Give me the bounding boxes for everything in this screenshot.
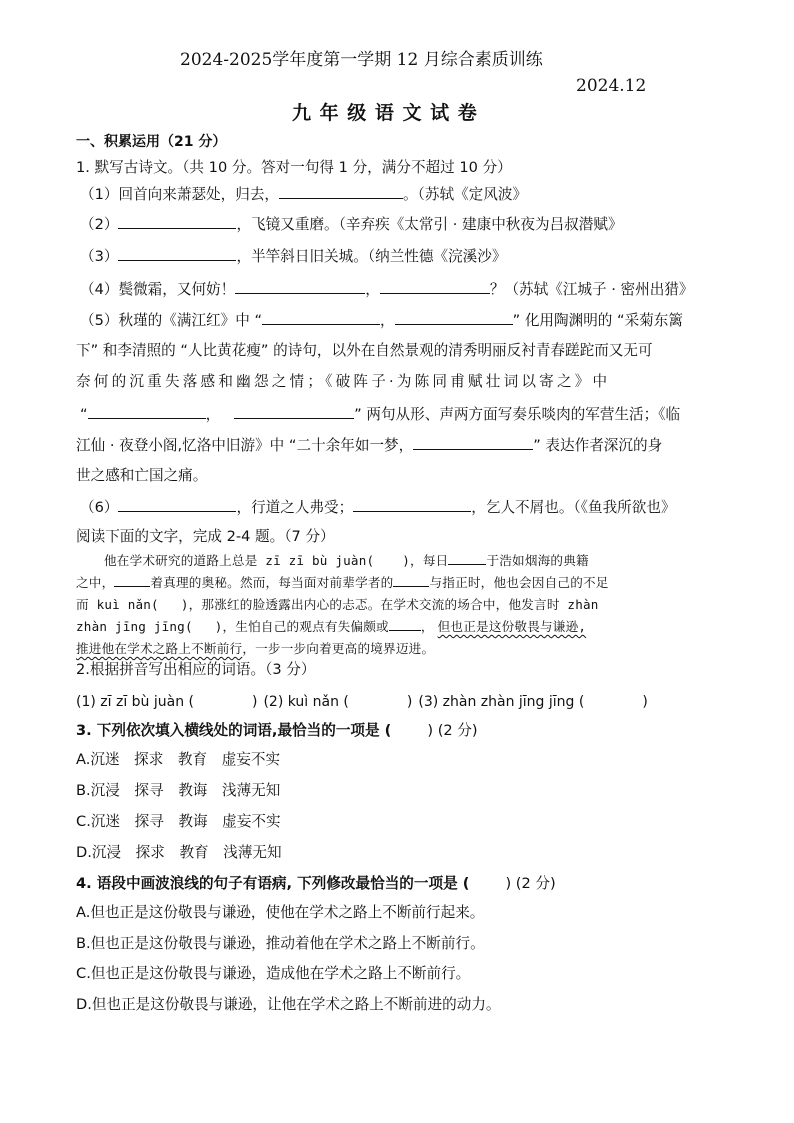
q2-option-2: (2) kuì nǎn ( [263,694,349,710]
answer-blank[interactable] [395,310,513,325]
reading-intro: 阅读下面的文字，完成 2-4 题。（7 分） [76,528,335,545]
q1-line-6: 下” 和李清照的 “人比黄花瘦” 的诗句，以外在自然景观的清秀明丽反衬青春蹉跎而又无可 [76,342,653,359]
wavy-underlined-sentence: 但也正是这份敬畏与谦逊, [437,619,587,634]
answer-blank[interactable] [380,279,490,294]
q1-line-11-text-c: ，乞人不屑也。（《鱼我所欲也》 [471,499,676,516]
q1-line-1-text-a: （1）回首向来萧瑟处，归去， [80,186,280,203]
q1-line-4-text-c: ？（苏轼《江城子 · 密州出猎》 [489,281,694,298]
q3-stem-text: 3. 下列依次填入横线处的词语,最恰当的一项是 ( [76,722,392,739]
exam-title: 九 年 级 语 文 试 卷 [292,102,478,124]
q1-line-4 [80,279,693,300]
q1-line-10: 世之感和亡国之痛。 [76,467,208,484]
q1-line-9-text-a: 江仙 · 夜登小阁,忆洛中旧游》中 “二十余年如一梦， [76,437,414,454]
q1-line-1 [80,184,527,205]
answer-blank[interactable] [118,246,236,261]
q2-stem: 2.根据拼音写出相应的词语。（3 分） [76,661,316,678]
q1-line-8-text-c: ” 两句从形、声两方面写奏乐啖肉的军营生活；《临 [354,406,681,423]
q3-option-c[interactable]: C.沉迷 探寻 教诲 虚妄不实 [76,813,281,830]
q4-stem-points: ) (2 分) [505,875,556,892]
q1-line-5-text-a: （5）秋瑾的《满江红》中 “ [80,312,263,329]
q3-stem [76,721,478,741]
q4-stem-text: 的句子有语病, 下列修改最恰当的一项是 ( [198,875,470,892]
passage-text: 于浩如烟海的典籍 [486,553,589,568]
answer-blank[interactable] [279,184,403,199]
q1-line-11-text-a: （6） [80,499,119,516]
passage-line-4 [76,616,586,637]
answer-blank[interactable] [262,310,380,325]
q1-line-8-text-a: “ [80,406,88,423]
q1-line-3-text-a: （3） [80,248,119,265]
answer-blank[interactable] [88,404,206,419]
q2-option-3-close: ) [642,694,648,710]
q4-option-a[interactable]: A.但也正是这份敬畏与谦逊，使他在学术之路上不断前行起来。 [76,904,485,921]
passage-text: 与指正时，他也会因自己的不足 [429,575,609,590]
q2-option-1-close: ) [252,694,258,710]
q1-line-9 [76,435,662,456]
answer-blank[interactable] [353,497,471,512]
q2-option-3: (3) zhàn zhàn jīng jīng ( [418,694,585,710]
q2-option-1: (1) zī zī bù juàn ( [76,694,194,710]
passage-text: )，生怕自己的观点有失偏颇或 [214,619,389,634]
q1-line-11 [80,497,676,518]
answer-blank[interactable] [118,497,236,512]
q1-line-4-text-a: （4）鬓微霜，又何妨！ [80,281,236,298]
q2-option-2-close: ) [406,694,413,710]
document-title: 2024-2025学年度第一学期 12 月综合素质训练 [180,50,543,70]
answer-blank[interactable] [234,404,354,419]
passage-text: )，每日 [402,553,449,568]
passage-line-3 [76,594,599,615]
answer-blank[interactable] [448,551,486,565]
answer-blank[interactable] [389,617,421,631]
q1-line-5-text-c: ” 化用陶渊明的 “采菊东篱 [512,312,683,329]
passage-line-5 [76,638,434,659]
passage-text: 他在学术研究的道路上总是 zī zī bù juàn( [104,553,375,568]
q1-line-8-text-b: ， [205,406,221,423]
q1-line-5-text-b: ， [380,312,395,329]
answer-blank[interactable] [114,573,150,587]
passage-text: ， [420,619,434,634]
q1-line-1-text-b: 。（苏轼《定风波》 [403,186,528,203]
q1-line-3 [80,246,506,267]
q1-stem: 1. 默写古诗文。（共 10 分。答对一句得 1 分，满分不超过 10 分） [76,159,512,176]
q4-option-b[interactable]: B.但也正是这份敬畏与谦逊，推动着他在学术之路上不断前行。 [76,935,485,952]
answer-blank[interactable] [235,279,365,294]
q4-stem-text: 4. 语段 [76,875,126,892]
q3-option-b[interactable]: B.沉浸 探寻 教诲 浅薄无知 [76,782,281,799]
q3-option-a[interactable]: A.沉迷 探求 教育 虚妄不实 [76,751,281,768]
passage-text: 着真理的奥秘。然而，每当面对前辈学者的 [150,575,394,590]
q2-options [76,692,648,712]
passage-text: )，那涨红的脸透露出内心的忐忑。在学术交流的场合中，他发言时 zhàn [180,597,599,612]
wavy-underlined-sentence: 推进他在学术之路上不断前行 [76,641,243,656]
q1-line-3-text-b: ，半竿斜日旧关城。（纳兰性德《浣溪沙》 [236,248,507,265]
q1-line-5 [80,310,683,331]
q4-option-d[interactable]: D.但也正是这份敬畏与谦逊，让他在学术之路上不断前进的动力。 [76,996,501,1013]
passage-line-1 [104,550,589,571]
passage-text: zhàn jīng jīng( [76,619,193,634]
passage-text: 之中， [76,575,115,590]
q3-option-d[interactable]: D.沉浸 探求 教育 浅薄无知 [76,844,282,861]
passage-text: 而 kuì nǎn( [76,597,159,612]
q1-line-8 [80,404,680,425]
q1-line-2 [80,214,623,235]
section-heading: 一、积累运用（21 分） [76,134,227,150]
answer-blank[interactable] [393,573,429,587]
answer-blank[interactable] [118,214,236,229]
q3-stem-points: ) (2 分) [427,722,478,739]
answer-blank[interactable] [413,435,533,450]
q4-option-c[interactable]: C.但也正是这份敬畏与谦逊，造成他在学术之路上不断前行。 [76,965,471,982]
q4-stem-emphasis: 中画波浪线 [125,875,199,892]
q1-line-4-text-b: ， [365,281,380,298]
q1-line-7: 奈何的沉重失落感和幽怨之情；《破阵子·为陈同甫赋壮词以寄之》中 [76,373,611,390]
q1-line-2-text-b: ，飞镜又重磨。（辛弃疾《太常引 · 建康中秋夜为吕叔潜赋》 [236,216,623,233]
passage-line-2 [76,572,609,593]
q1-line-2-text-a: （2） [80,216,119,233]
q1-line-11-text-b: ，行道之人弗受； [236,499,354,516]
q4-stem [76,874,556,894]
q1-line-9-text-b: ” 表达作者深沉的身 [533,437,663,454]
document-date: 2024.12 [576,76,647,96]
passage-text: ，一步一步向着更高的境界迈进。 [242,641,435,656]
